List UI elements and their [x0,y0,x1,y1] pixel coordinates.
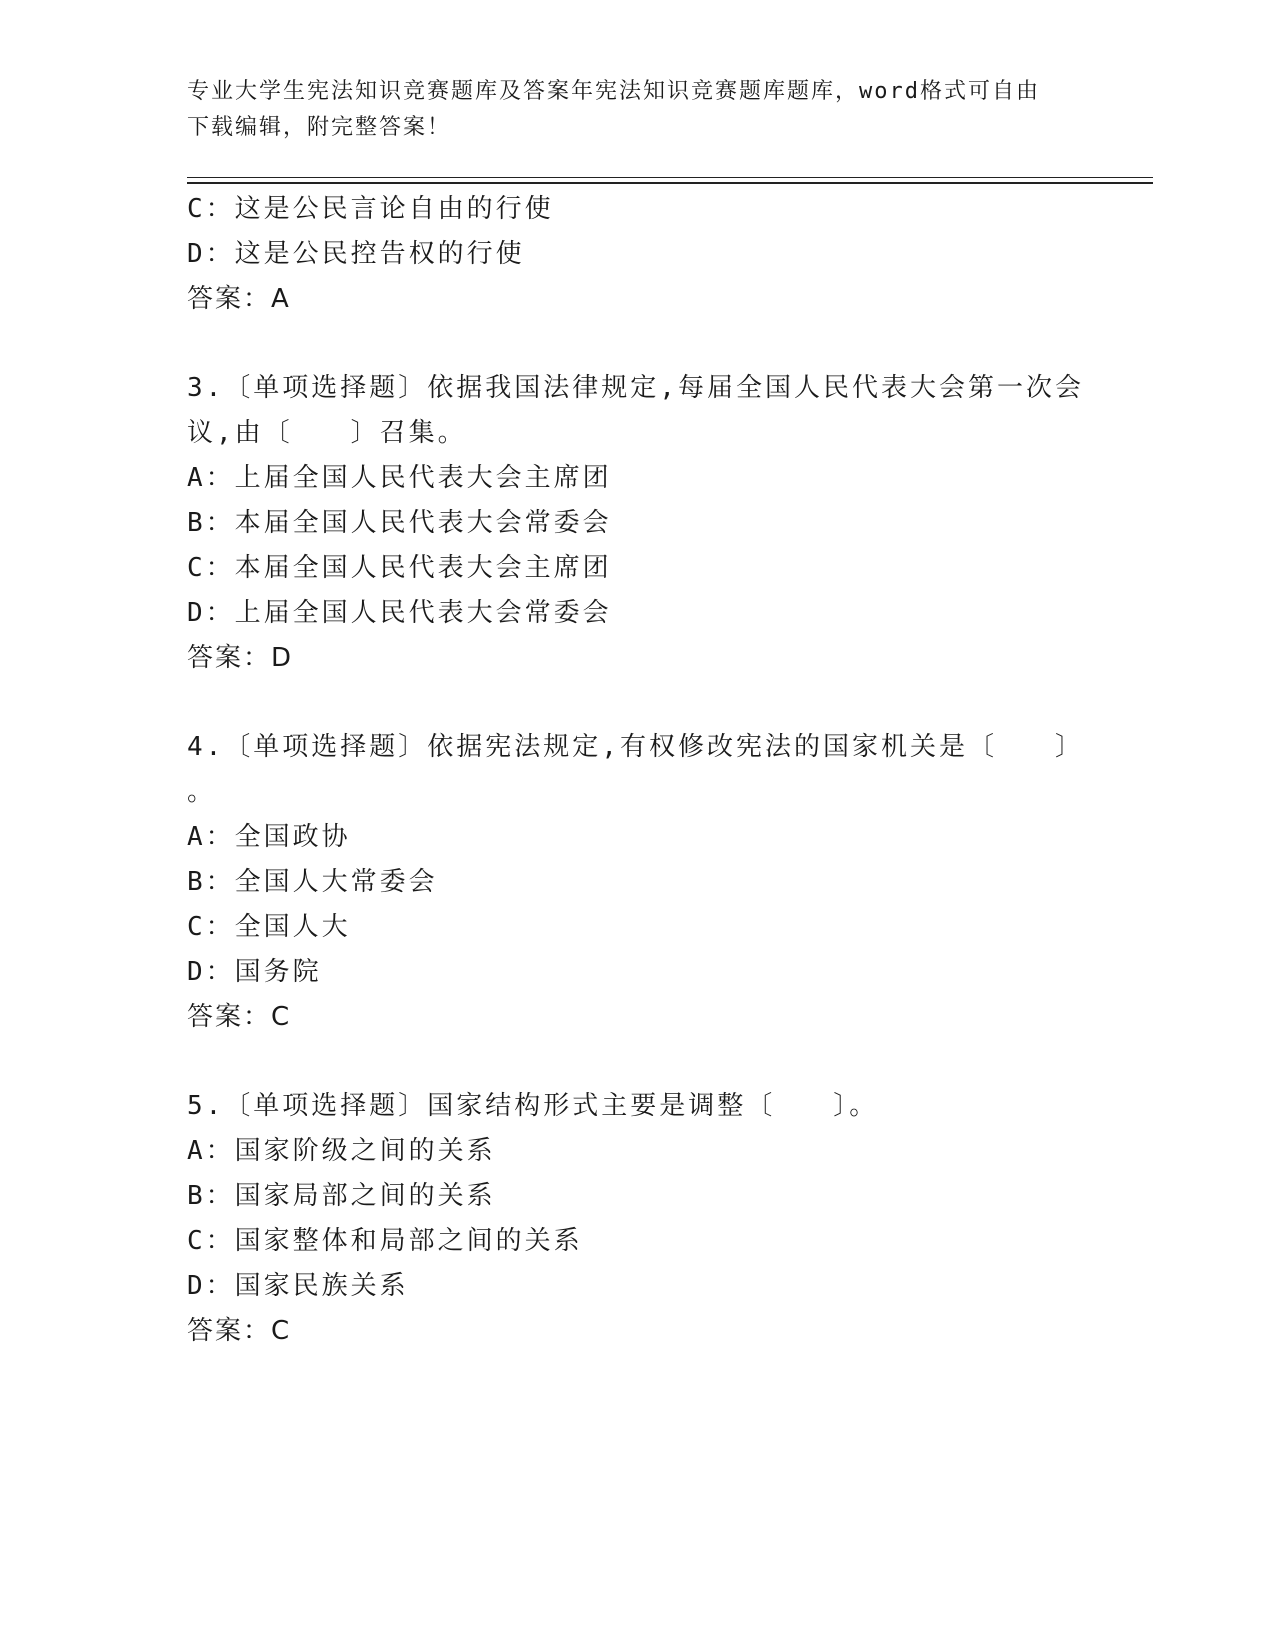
q2-option-c: C：这是公民言论自由的行使 [187,194,554,224]
q4-option-c: C：全国人大 [187,912,351,942]
q3-option-b: B：本届全国人民代表大会常委会 [187,508,612,538]
header-divider-thin [187,177,1153,178]
q5-option-a: A：国家阶级之间的关系 [187,1136,496,1166]
q3-option-d: D：上届全国人民代表大会常委会 [187,598,612,628]
q4-answer: 答案：C [187,1002,292,1032]
q5-stem-line-1: 5.〔单项选择题〕国家结构形式主要是调整〔 〕。 [187,1091,879,1121]
q3-stem-line-1: 3.〔单项选择题〕依据我国法律规定,每届全国人民代表大会第一次会 [187,373,1084,403]
q4-stem-line-2: 。 [187,777,217,807]
q5-answer: 答案：C [187,1316,292,1346]
q5-option-b: B：国家局部之间的关系 [187,1181,496,1211]
q5-option-c: C：国家整体和局部之间的关系 [187,1226,583,1256]
q2-option-d: D：这是公民控告权的行使 [187,239,525,269]
q4-option-b: B：全国人大常委会 [187,867,438,897]
header-divider-thick [187,182,1153,184]
q4-option-d: D：国务院 [187,957,322,987]
q5-option-d: D：国家民族关系 [187,1271,409,1301]
document-header [187,74,1077,146]
q3-answer: 答案：D [187,643,294,673]
q3-option-a: A：上届全国人民代表大会主席团 [187,463,612,493]
q3-option-c: C：本届全国人民代表大会主席团 [187,553,612,583]
header-line-1: 专业大学生宪法知识竞赛题库及答案年宪法知识竞赛题库题库，word格式可自由 [187,79,1040,104]
q4-stem-line-1: 4.〔单项选择题〕依据宪法规定,有权修改宪法的国家机关是〔 〕 [187,732,1084,762]
q2-answer: 答案：A [187,284,291,314]
q3-stem-line-2: 议,由〔 〕召集。 [187,418,467,448]
header-line-2: 下载编辑，附完整答案！ [187,115,452,140]
q4-option-a: A：全国政协 [187,822,351,852]
